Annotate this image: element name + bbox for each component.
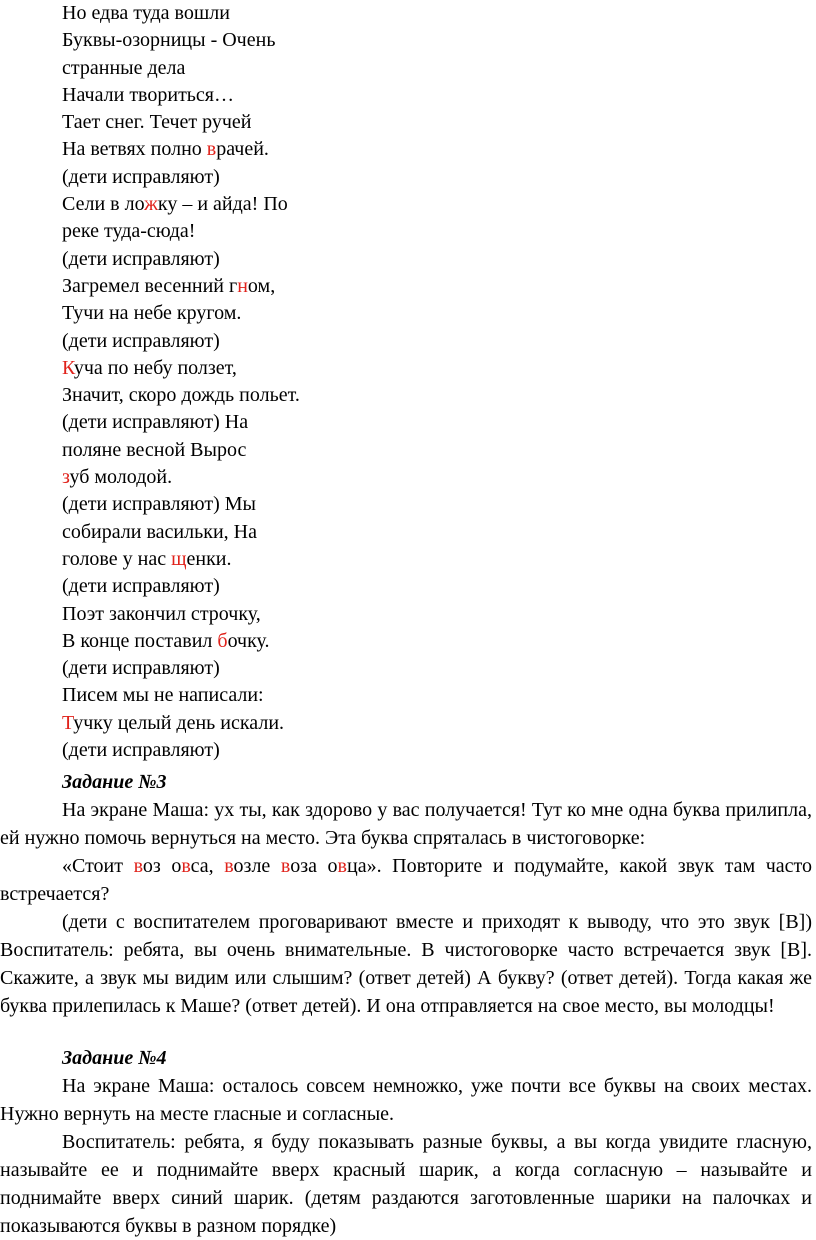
task4-paragraph-2: Воспитатель: ребята, я буду показывать разные буквы, а вы когда увидите гласную, называйте ее и поднимайте вверх красный шарик, а когда согласную – называйте и поднимайте вверх синий шарик. (детям раздаются заготовленные шарики на палочках и показываются буквы в разном порядке) bbox=[0, 1131, 812, 1237]
highlighted-letter: в bbox=[181, 855, 191, 877]
poem-line bbox=[62, 737, 300, 764]
text-segment: В конце поставил bbox=[62, 629, 218, 652]
highlighted-letter: в bbox=[224, 855, 234, 877]
poem-line bbox=[62, 601, 300, 628]
text-segment: енки. bbox=[186, 547, 232, 570]
poem-line bbox=[62, 519, 300, 546]
poem-line bbox=[62, 655, 300, 682]
poem-line bbox=[62, 191, 300, 218]
text-segment: (дети исправляют) bbox=[62, 329, 220, 352]
text-segment: Загремел весенний г bbox=[62, 274, 238, 297]
text-segment: (дети исправляют) Мы bbox=[62, 493, 256, 516]
task3-paragraph-2 bbox=[0, 852, 812, 908]
highlighted-letter: н bbox=[237, 274, 248, 297]
text-segment: «Стоит bbox=[62, 855, 134, 877]
text-segment: рачей. bbox=[216, 138, 269, 161]
poem-line bbox=[62, 628, 300, 655]
poem-line bbox=[62, 55, 300, 82]
task4-heading: Задание №4 bbox=[62, 1047, 167, 1069]
text-segment: ом, bbox=[247, 274, 276, 297]
poem-block bbox=[62, 0, 300, 764]
text-segment: странные дела bbox=[62, 56, 186, 79]
text-segment: уб молодой. bbox=[69, 466, 173, 489]
text-segment: (дети исправляют) bbox=[62, 247, 220, 270]
poem-line bbox=[62, 218, 300, 245]
poem-line bbox=[62, 27, 300, 54]
highlighted-letter: в bbox=[337, 855, 347, 877]
text-segment: собирали васильки, На bbox=[62, 520, 257, 543]
text-segment: (дети исправляют) bbox=[62, 165, 220, 188]
highlighted-letter: в bbox=[280, 855, 291, 877]
task4-paragraph-1: На экране Маша: осталось совсем немножко, уже почти все буквы на своих местах. Нужно вернуть на месте гласные и согласные. bbox=[0, 1075, 812, 1125]
text-segment: очку. bbox=[227, 629, 270, 652]
highlighted-letter: б bbox=[217, 629, 228, 652]
text-segment: (дети исправляют) На bbox=[62, 411, 249, 434]
highlighted-letter: Т bbox=[62, 711, 74, 734]
text-segment: Поэт закончил строчку, bbox=[62, 602, 261, 625]
poem-line bbox=[62, 273, 300, 300]
text-segment: ца». Повторите и подумайте, какой звук там часто встречается? bbox=[0, 855, 813, 905]
poem-line bbox=[62, 409, 300, 436]
poem-line bbox=[62, 246, 300, 273]
text-segment: На ветвях полно bbox=[62, 138, 207, 161]
highlighted-letter: К bbox=[62, 356, 74, 379]
text-segment: Буквы-озорницы - Очень bbox=[62, 29, 276, 52]
poem-line bbox=[62, 0, 300, 27]
highlighted-letter: з bbox=[62, 466, 70, 489]
poem-line bbox=[62, 710, 300, 737]
highlighted-letter: щ bbox=[171, 547, 187, 570]
text-segment: Но едва туда вошли bbox=[62, 2, 230, 24]
highlighted-letter: ж bbox=[144, 193, 158, 216]
task3-paragraph-1: На экране Маша: ух ты, как здорово у вас получается! Тут ко мне одна буква прилипла, ей нужно помочь вернуться на место. Эта буква спряталась в чистоговорке: bbox=[0, 799, 812, 849]
text-segment: са, bbox=[190, 855, 225, 877]
text-segment: (дети исправляют) bbox=[62, 575, 220, 598]
highlighted-letter: в bbox=[133, 855, 143, 877]
text-segment: Тает снег. Течет ручей bbox=[62, 111, 252, 134]
text-segment: Писем мы не написали: bbox=[62, 684, 264, 707]
text-segment: оз о bbox=[142, 855, 182, 877]
task3-heading: Задание №3 bbox=[62, 771, 167, 793]
text-segment: поляне весной Вырос bbox=[62, 438, 247, 461]
poem-line bbox=[62, 464, 300, 491]
text-segment: (дети исправляют) bbox=[62, 739, 220, 762]
text-segment: голове у нас bbox=[62, 547, 172, 570]
poem-line bbox=[62, 136, 300, 163]
poem-line bbox=[62, 164, 300, 191]
text-segment: оза о bbox=[290, 855, 338, 877]
poem-line bbox=[62, 491, 300, 518]
text-segment: реке туда-сюда! bbox=[62, 220, 196, 243]
poem-line bbox=[62, 682, 300, 709]
poem-line bbox=[62, 109, 300, 136]
text-segment: Тучи на небе кругом. bbox=[62, 302, 242, 325]
poem-line bbox=[62, 437, 300, 464]
text-segment: Начали твориться… bbox=[62, 83, 235, 106]
poem-line bbox=[62, 573, 300, 600]
text-segment: учку целый день искали. bbox=[73, 711, 285, 734]
text-segment: Значит, скоро дождь польет. bbox=[62, 384, 300, 407]
task3-paragraph-3: (дети с воспитателем проговаривают вместе и приходят к выводу, что это звук [В]) Воспитатель: ребята, вы очень внимательные. В чистоговорке часто встречается звук [В]. Скажите, а звук мы видим или слышим? (ответ детей) А букву? (ответ детей). Тогда какая же буква прилепилась к Маше? (ответ детей). И она отправляется на свое место, вы молодцы! bbox=[0, 911, 812, 1017]
text-segment: ку – и айда! По bbox=[157, 193, 288, 216]
text-segment: озле bbox=[233, 855, 281, 877]
text-segment: Сели в ло bbox=[62, 193, 145, 216]
text-segment: уча по небу ползет, bbox=[73, 356, 237, 379]
poem-line bbox=[62, 546, 300, 573]
poem-line bbox=[62, 300, 300, 327]
poem-line bbox=[62, 355, 300, 382]
poem-line bbox=[62, 382, 300, 409]
text-segment: (дети исправляют) bbox=[62, 657, 220, 680]
poem-line bbox=[62, 82, 300, 109]
highlighted-letter: в bbox=[206, 138, 217, 161]
poem-line bbox=[62, 328, 300, 355]
